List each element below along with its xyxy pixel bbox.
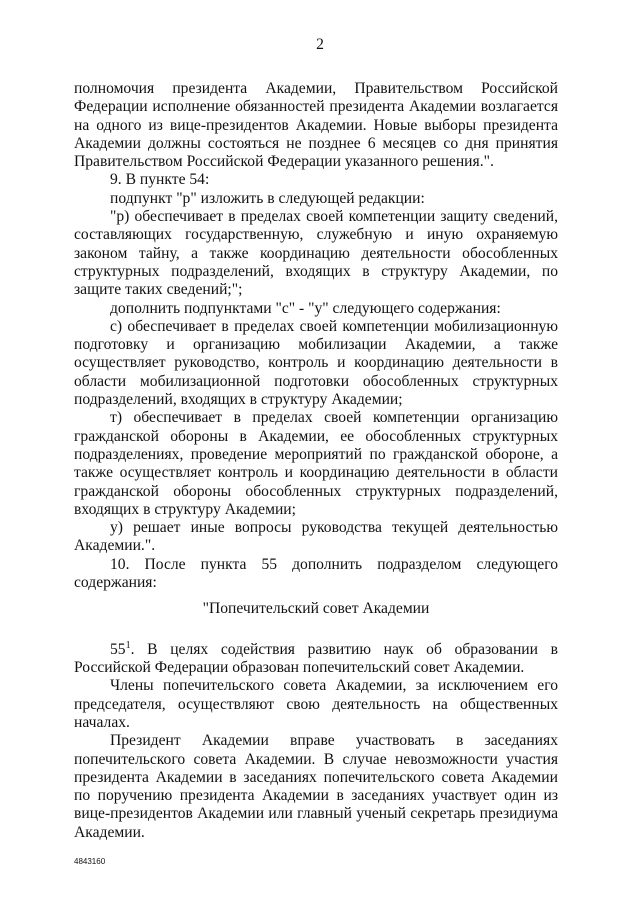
clause-number: 55	[110, 640, 126, 658]
paragraph-item-9: 9. В пункте 54:	[110, 171, 210, 189]
paragraph-members: Члены попечительского совета Академии, за исключением его председателя, осуществляют свою деятельность на общественных началах.	[74, 677, 558, 731]
clause-text: . В целях содействия развитию наук об образовании в Российской Федерации образован попечительский совет Академии.	[74, 640, 558, 677]
paragraph-continuation: полномочия президента Академии, Правительством Российской Федерации исполнение обязанностей президента Академии возлагается на одного из вице-президентов Академии. Новые выборы президента Академии должны состояться не позднее 6 месяцев со дня принятия Правительством Российской Федерации указанного решения.".	[74, 80, 558, 171]
paragraph-subclause-t: т) обеспечивает в пределах своей компетенции организацию гражданской обороны в Академии, ее обособленных структурных подразделениях, проведение мероприятий по гражданской обороне, а также осуществляет контроль и координацию деятельности в области гражданской обороны обособленных структурных подразделений, входящих в структуру Академии;	[74, 409, 558, 518]
page-number: 2	[316, 36, 324, 53]
document-code: 4843160	[74, 857, 106, 866]
paragraph-subclauses-intro: дополнить подпунктами "с" - "у" следующего содержания:	[110, 299, 501, 317]
paragraph-item-10: 10. После пункта 55 дополнить подразделом следующего содержания:	[74, 555, 558, 592]
paragraph-president-participation: Президент Академии вправе участвовать в заседаниях попечительского совета Академии. В случае невозможности участия президента Академии в заседаниях попечительского совета Академии по поручению президента Академии в заседаниях участвует один из вице-президентов Академии или главный ученый секретарь президиума Академии.	[74, 732, 558, 841]
section-heading: "Попечительский совет Академии	[202, 600, 430, 618]
paragraph-clause-55-1	[74, 637, 558, 678]
paragraph-subclause-r-intro: подпункт "р" изложить в следующей редакции:	[110, 189, 425, 207]
paragraph-subclause-u: у) решает иные вопросы руководства текущей деятельностью Академии.".	[74, 519, 558, 555]
paragraph-subclause-r: "р) обеспечивает в пределах своей компетенции защиту сведений, составляющих государственную, служебную и иную охраняемую законом тайну, а также координацию деятельности обособленных структурных подразделений, входящих в структуру Академии, по защите таких сведений;";	[74, 208, 558, 299]
clause-superscript: 1	[125, 639, 131, 651]
paragraph-subclause-s: с) обеспечивает в пределах своей компетенции мобилизационную подготовку и организацию мобилизации Академии, а также осуществляет руководство, контроль и координацию деятельности в области мобилизационной подготовки обособленных структурных подразделений, входящих в структуру Академии;	[74, 317, 558, 409]
document-body	[74, 80, 558, 842]
